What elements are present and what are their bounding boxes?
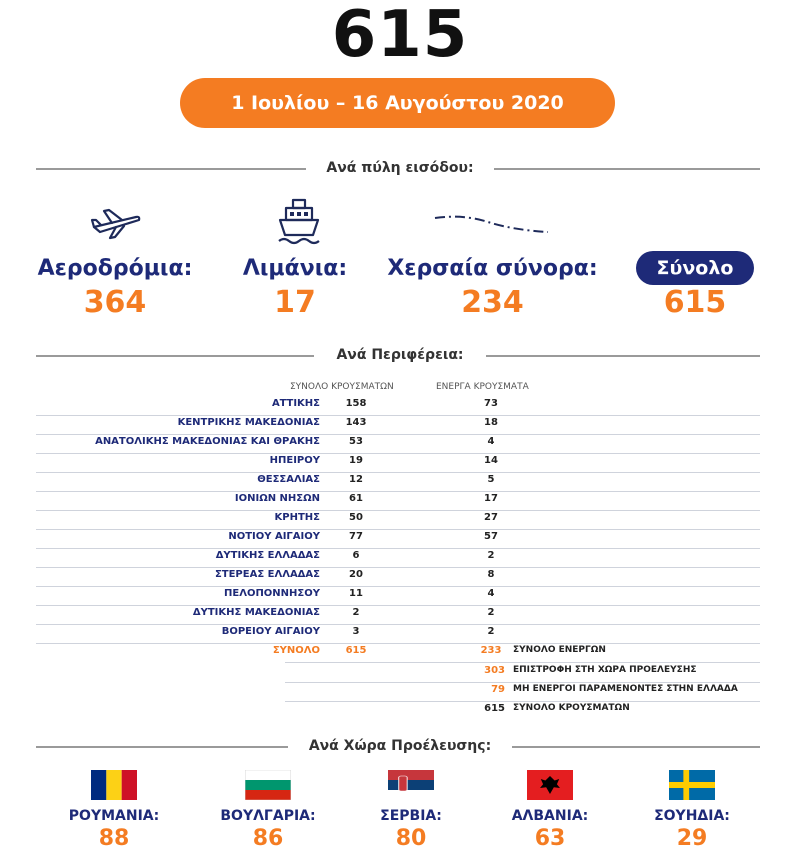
region-row <box>36 510 760 530</box>
airports-value: 364 <box>83 285 147 320</box>
region-name: ΠΕΛΟΠΟΝΝΗΣΟΥ <box>224 588 320 599</box>
region-row <box>36 415 760 435</box>
region-total: 20 <box>349 569 363 580</box>
total-row-label: ΣΥΝΟΛΟ <box>272 645 320 656</box>
region-row <box>36 472 760 492</box>
region-active: 2 <box>487 626 495 637</box>
summary-value: 303 <box>484 665 505 676</box>
region-name: ΒΟΡΕΙΟΥ ΑΙΓΑΙΟΥ <box>221 626 320 637</box>
column-header-active: ΕΝΕΡΓΑ ΚΡΟΥΣΜΑΤΑ <box>436 382 529 392</box>
ship-icon <box>277 197 321 245</box>
region-active: 4 <box>487 436 495 447</box>
entry-total-value: 615 <box>663 285 727 320</box>
divider <box>36 746 288 748</box>
land-borders-value: 234 <box>461 285 524 320</box>
region-row <box>36 548 760 568</box>
divider <box>36 355 314 357</box>
total-row-active: 233 <box>480 645 502 656</box>
region-active: 17 <box>484 493 498 504</box>
country-name: ΣΟΥΗΔΙΑ: <box>654 808 730 824</box>
romania-flag <box>91 770 137 800</box>
entry-section-title: Ανά πύλη εισόδου: <box>326 160 474 176</box>
region-active: 14 <box>484 455 498 466</box>
summary-value: 79 <box>491 684 505 695</box>
region-active: 2 <box>487 550 495 561</box>
summary-label: ΕΠΙΣΤΡΟΦΗ ΣΤΗ ΧΩΡΑ ΠΡΟΕΛΕΥΣΗΣ <box>513 665 697 675</box>
region-row <box>36 491 760 511</box>
region-row <box>36 605 760 625</box>
region-active: 2 <box>487 607 495 618</box>
serbia-flag <box>388 770 434 800</box>
divider <box>36 168 306 170</box>
total-row-active-label: ΣΥΝΟΛΟ ΕΝΕΡΓΩΝ <box>513 645 606 655</box>
ports-label: Λιμάνια: <box>242 256 348 281</box>
region-total: 158 <box>345 398 367 409</box>
region-total: 12 <box>349 474 363 485</box>
region-active: 4 <box>487 588 495 599</box>
region-total: 143 <box>345 417 367 428</box>
country-value: 63 <box>534 826 566 851</box>
grand-total: 615 <box>331 0 469 72</box>
summary-label: ΜΗ ΕΝΕΡΓΟΙ ΠΑΡΑΜΕΝΟΝΤΕΣ ΣΤΗΝ ΕΛΛΑΔΑ <box>513 684 738 694</box>
region-name: ΙΟΝΙΩΝ ΝΗΣΩΝ <box>234 493 320 504</box>
summary-row <box>285 663 760 683</box>
region-row <box>36 567 760 587</box>
region-name: ΑΝΑΤΟΛΙΚΗΣ ΜΑΚΕΔΟΝΙΑΣ ΚΑΙ ΘΡΑΚΗΣ <box>95 436 320 447</box>
summary-row <box>285 701 760 720</box>
bulgaria-flag <box>245 770 291 800</box>
countries-section-title: Ανά Χώρα Προέλευσης: <box>308 738 492 754</box>
divider <box>486 355 760 357</box>
region-active: 73 <box>484 398 498 409</box>
region-total: 11 <box>349 588 363 599</box>
country-name: ΒΟΥΛΓΑΡΙΑ: <box>220 808 316 824</box>
country-name: ΑΛΒΑΝΙΑ: <box>511 808 589 824</box>
region-name: ΔΥΤΙΚΗΣ ΜΑΚΕΔΟΝΙΑΣ <box>192 607 320 618</box>
divider <box>512 746 760 748</box>
region-name: ΝΟΤΙΟΥ ΑΙΓΑΙΟΥ <box>228 531 320 542</box>
regions-section-title: Ανά Περιφέρεια: <box>336 347 464 363</box>
date-range-banner: 1 Ιουλίου – 16 Αυγούστου 2020 <box>180 78 615 128</box>
region-name: ΣΤΕΡΕΑΣ ΕΛΛΑΔΑΣ <box>214 569 320 580</box>
total-row-total: 615 <box>345 645 367 656</box>
country-name: ΣΕΡΒΙΑ: <box>380 808 442 824</box>
region-active: 18 <box>484 417 498 428</box>
region-name: ΘΕΣΣΑΛΙΑΣ <box>257 474 320 485</box>
region-active: 57 <box>484 531 498 542</box>
entry-total-label: Σύνολο <box>636 251 754 285</box>
airports-label: Αεροδρόμια: <box>37 256 193 281</box>
region-row <box>36 434 760 454</box>
region-name: ΚΕΝΤΡΙΚΗΣ ΜΑΚΕΔΟΝΙΑΣ <box>177 417 320 428</box>
region-name: ΚΡΗΤΗΣ <box>274 512 320 523</box>
border-line-icon <box>433 212 553 236</box>
region-total: 6 <box>352 550 360 561</box>
regions-total-row <box>36 643 760 662</box>
region-total: 53 <box>349 436 363 447</box>
divider <box>494 168 760 170</box>
region-total: 2 <box>352 607 360 618</box>
region-total: 19 <box>349 455 363 466</box>
column-header-total: ΣΥΝΟΛΟ ΚΡΟΥΣΜΑΤΩΝ <box>290 382 394 392</box>
land-borders-label: Χερσαία σύνορα: <box>387 256 598 281</box>
region-total: 61 <box>349 493 363 504</box>
region-name: ΑΤΤΙΚΗΣ <box>271 398 320 409</box>
country-value: 88 <box>98 826 130 851</box>
region-row <box>36 529 760 549</box>
region-row <box>36 586 760 606</box>
summary-label: ΣΥΝΟΛΟ ΚΡΟΥΣΜΑΤΩΝ <box>513 703 630 713</box>
region-row <box>36 624 760 644</box>
summary-value: 615 <box>484 703 505 714</box>
region-active: 8 <box>487 569 495 580</box>
region-active: 5 <box>487 474 495 485</box>
country-value: 86 <box>252 826 284 851</box>
ports-value: 17 <box>274 285 316 320</box>
summary-row <box>285 682 760 702</box>
region-row <box>36 396 760 416</box>
region-total: 3 <box>352 626 360 637</box>
sweden-flag <box>669 770 715 800</box>
country-name: ΡΟΥΜΑΝΙΑ: <box>68 808 160 824</box>
airplane-icon <box>90 205 142 241</box>
region-active: 27 <box>484 512 498 523</box>
country-value: 80 <box>395 826 427 851</box>
region-name: ΗΠΕΙΡΟΥ <box>269 455 320 466</box>
region-row <box>36 453 760 473</box>
region-name: ΔΥΤΙΚΗΣ ΕΛΛΑΔΑΣ <box>215 550 320 561</box>
region-total: 77 <box>349 531 363 542</box>
region-total: 50 <box>349 512 363 523</box>
albania-flag <box>527 770 573 800</box>
country-value: 29 <box>676 826 708 851</box>
